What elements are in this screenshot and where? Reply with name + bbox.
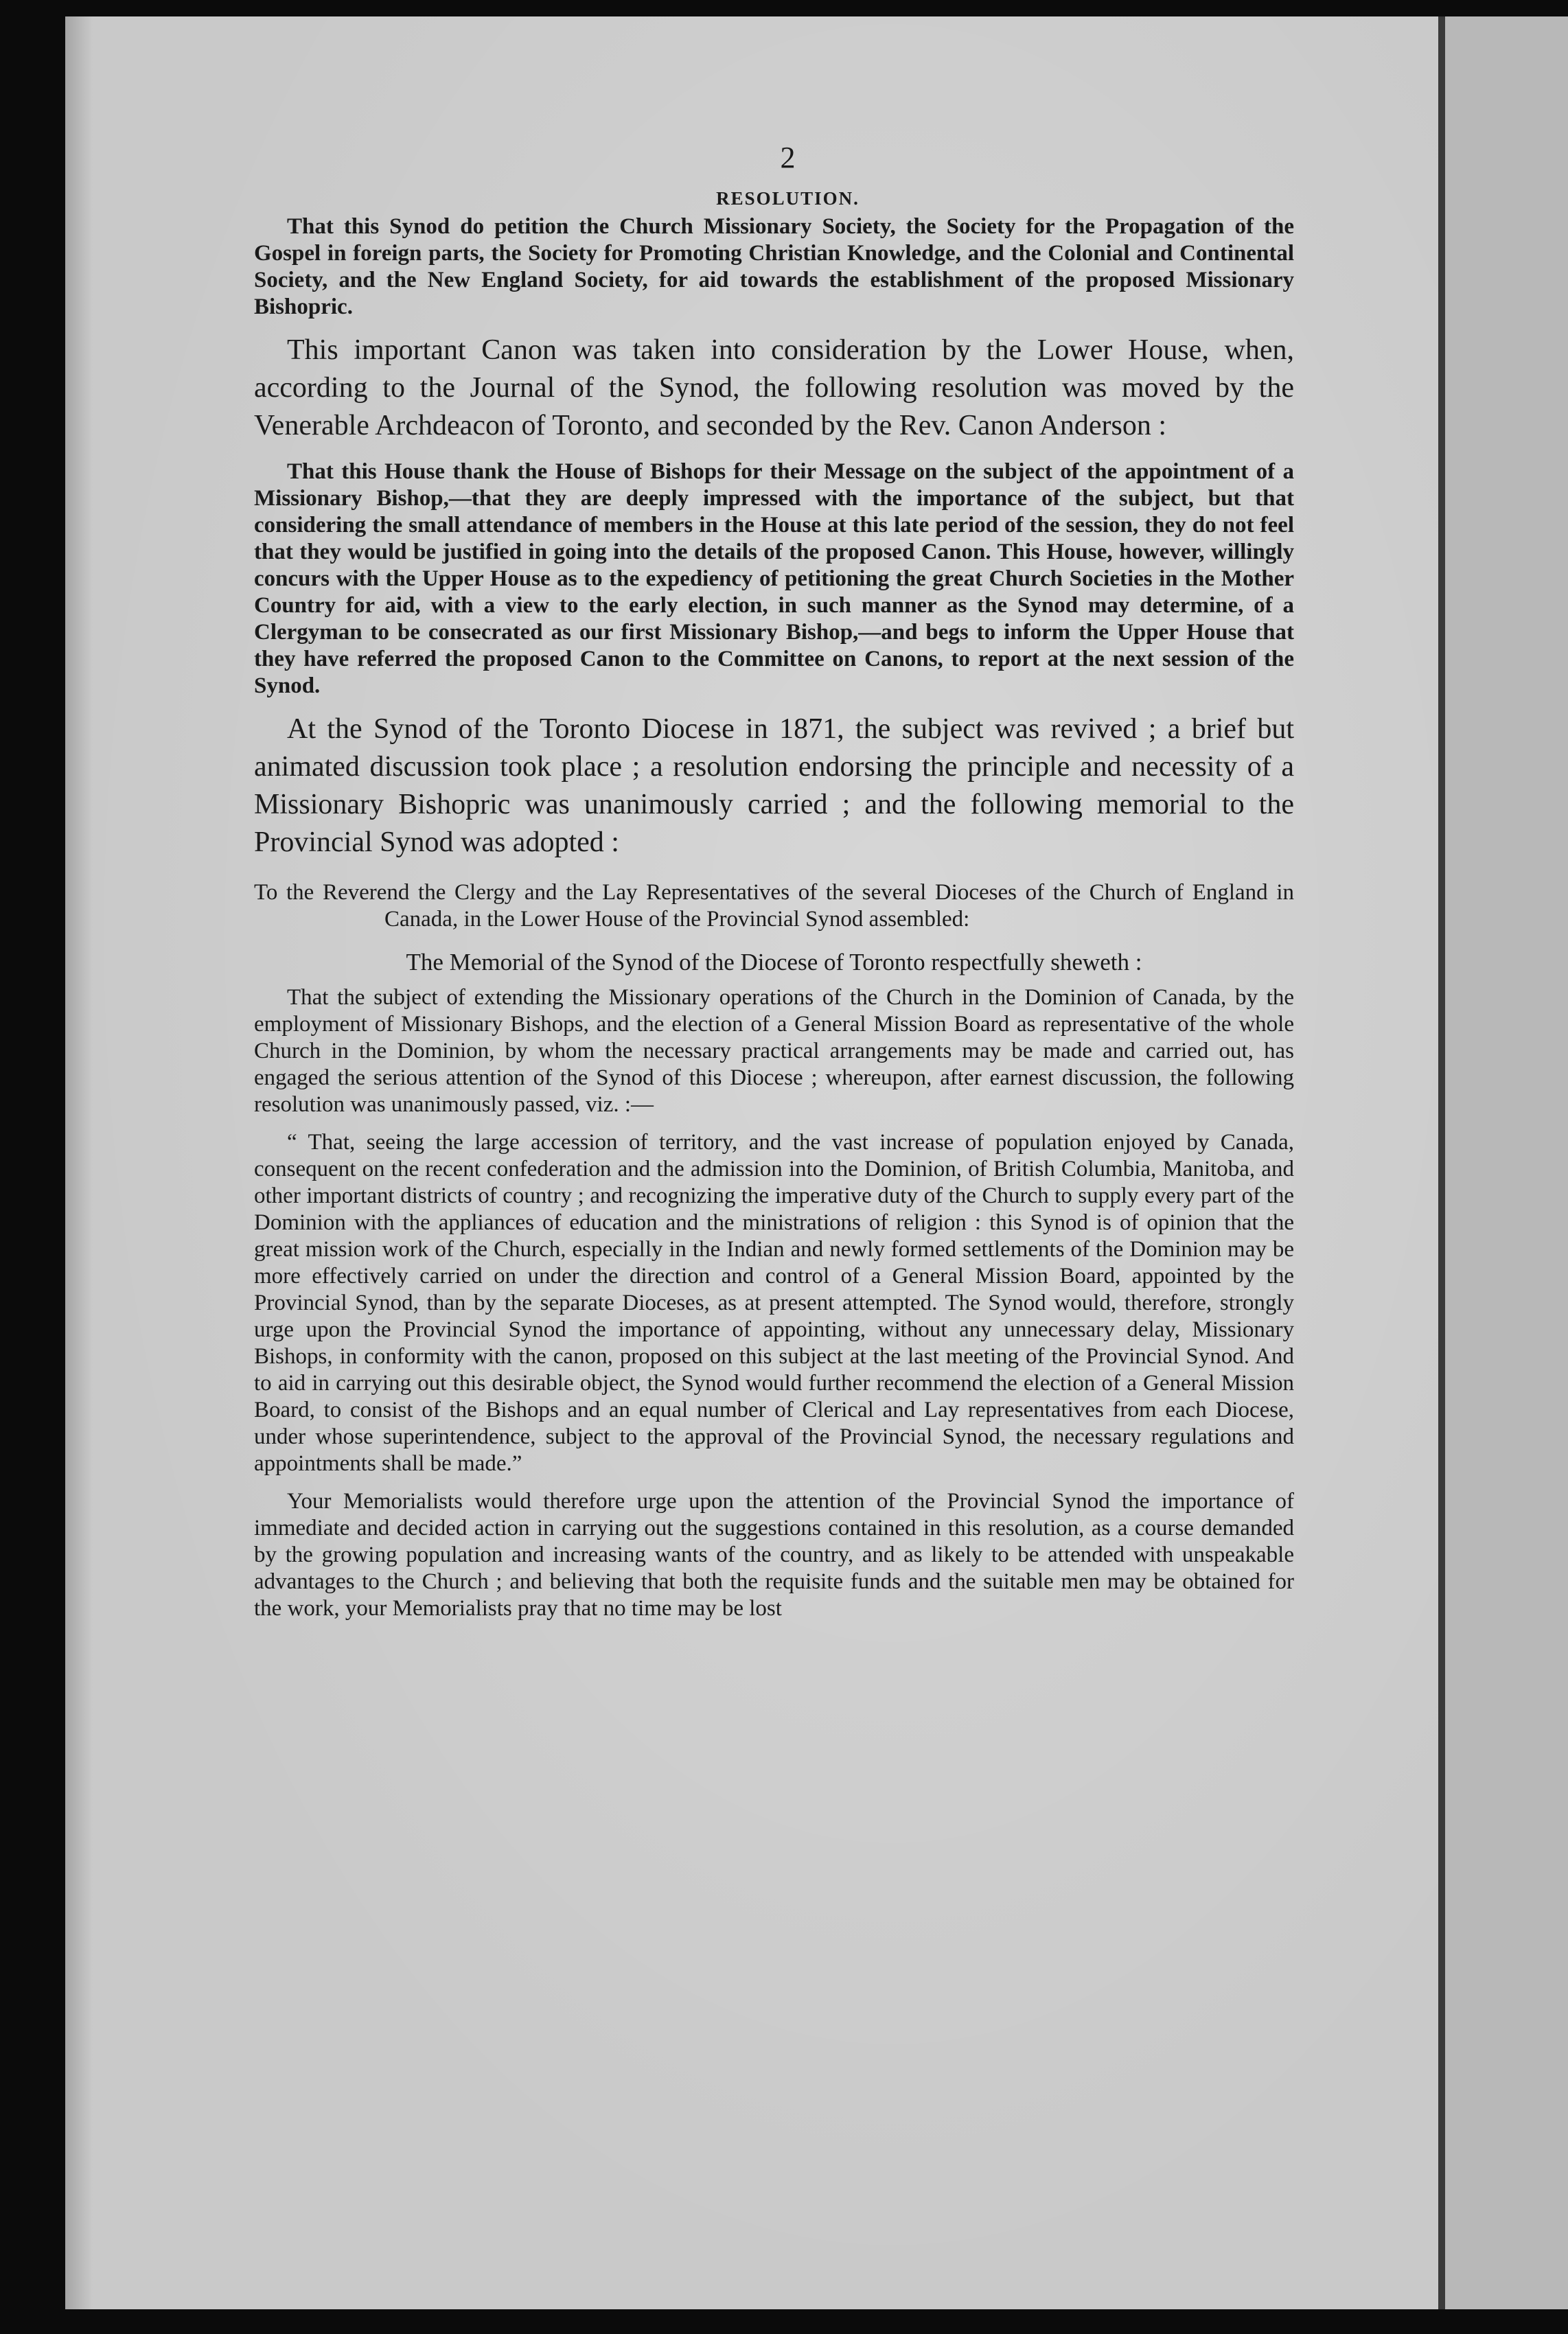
page-text: [254, 137, 1294, 1633]
page-gutter: [1438, 16, 1445, 2309]
memorial-body-1: That the subject of extending the Missionary operations of the Church in the Dominion of Canada, by the employment of Missionary Bishops, and the election of a General Mission Board as representative of the whole Church in the Dominion, by whom the necessary practical arrangements may be made and carried out, has engaged the serious attention of the Synod of this Diocese ; whereupon, after earnest discussion, the following resolution was unanimously passed, viz. :—: [254, 985, 1294, 1117]
resolution-heading: RESOLUTION.: [716, 188, 860, 209]
memorial-address: To the Reverend the Clergy and the Lay Representatives of the several Dioceses of the Church of England in Canada, in the Lower House of the Provincial Synod assembled:: [254, 880, 1294, 932]
memorial-body-2: Your Memorialists would therefore urge upon the attention of the Provincial Synod the importance of immediate and decided action in carrying out the suggestions contained in this resolution, as a course demanded by the growing population and increasing wants of the country, and as likely to be attended with unspeakable advantages to the Church ; and believing that both the requisite funds and the suitable men may be obtained for the work, your Memorialists pray that no time may be lost: [254, 1489, 1294, 1621]
lower-house-resolution: That this House thank the House of Bishops for their Message on the subject of the appointment of a Missionary Bishop,—that they are deeply impressed with the importance of the subject, but that considering the small attendance of members in the House at this late period of the session, they do not feel that they would be justified in going into the details of the proposed Canon. This House, however, willingly concurs with the Upper House as to the expediency of petitioning the great Church Societies in the Mother Country for aid, with a view to the early election, in such manner as the Synod may determine, of a Clergyman to be consecrated as our first Missionary Bishop,—and begs to inform the Upper House that they have referred the proposed Canon to the Committee on Canons, to report at the next session of the Synod.: [254, 459, 1294, 698]
page-number: 2: [780, 141, 796, 174]
paragraph-1871-synod: At the Synod of the Toronto Diocese in 1871, the subject was revived ; a brief but animated discussion took place ; a resolution endorsing the principle and necessity of a Missionary Bishopric was unanimously carried ; and the following memorial to the Provincial Synod was adopted :: [254, 713, 1294, 858]
adjacent-page: [1445, 16, 1568, 2309]
memorial-quote: “ That, seeing the large accession of territory, and the vast increase of population enjoyed by Canada, consequent on the recent confederation and the admission into the Dominion, of British Columbia, Manitoba, and other important districts of country ; and recognizing the imperative duty of the Church to supply every part of the Dominion with the appliances of education and the ministrations of religion : this Synod is of opinion that the great mission work of the Church, especially in the Indian and newly formed settlements of the Dominion may be more effectively carried on under the direction and control of a General Mission Board, appointed by the Provincial Synod, than by the separate Dioceses, as at present attempted. The Synod would, therefore, strongly urge upon the Provincial Synod the importance of appointing, without any unnecessary delay, Missionary Bishops, in conformity with the canon, proposed on this subject at the last meeting of the Provincial Synod. And to aid in carrying out this desirable object, the Synod would further recommend the election of a General Mission Board, to consist of the Bishops and an equal number of Clerical and Lay representatives from each Diocese, under whose superintendence, subject to the approval of the Provincial Synod, the necessary regulations and appointments shall be made.”: [254, 1130, 1294, 1476]
memorial-title: The Memorial of the Synod of the Diocese of Toronto respectfully sheweth :: [406, 949, 1142, 975]
resolution-text: That this Synod do petition the Church Missionary Society, the Society for the Propagation of the Gospel in foreign parts, the Society for Promoting Christian Knowledge, and the Colonial and Continental Society, and the New England Society, for aid towards the establishment of the proposed Missionary Bishopric.: [254, 214, 1294, 319]
paragraph-lower-house: This important Canon was taken into consideration by the Lower House, when, according to the Journal of the Synod, the following resolution was moved by the Venerable Archdeacon of Toronto, and seconded by the Rev. Canon Anderson :: [254, 334, 1294, 441]
